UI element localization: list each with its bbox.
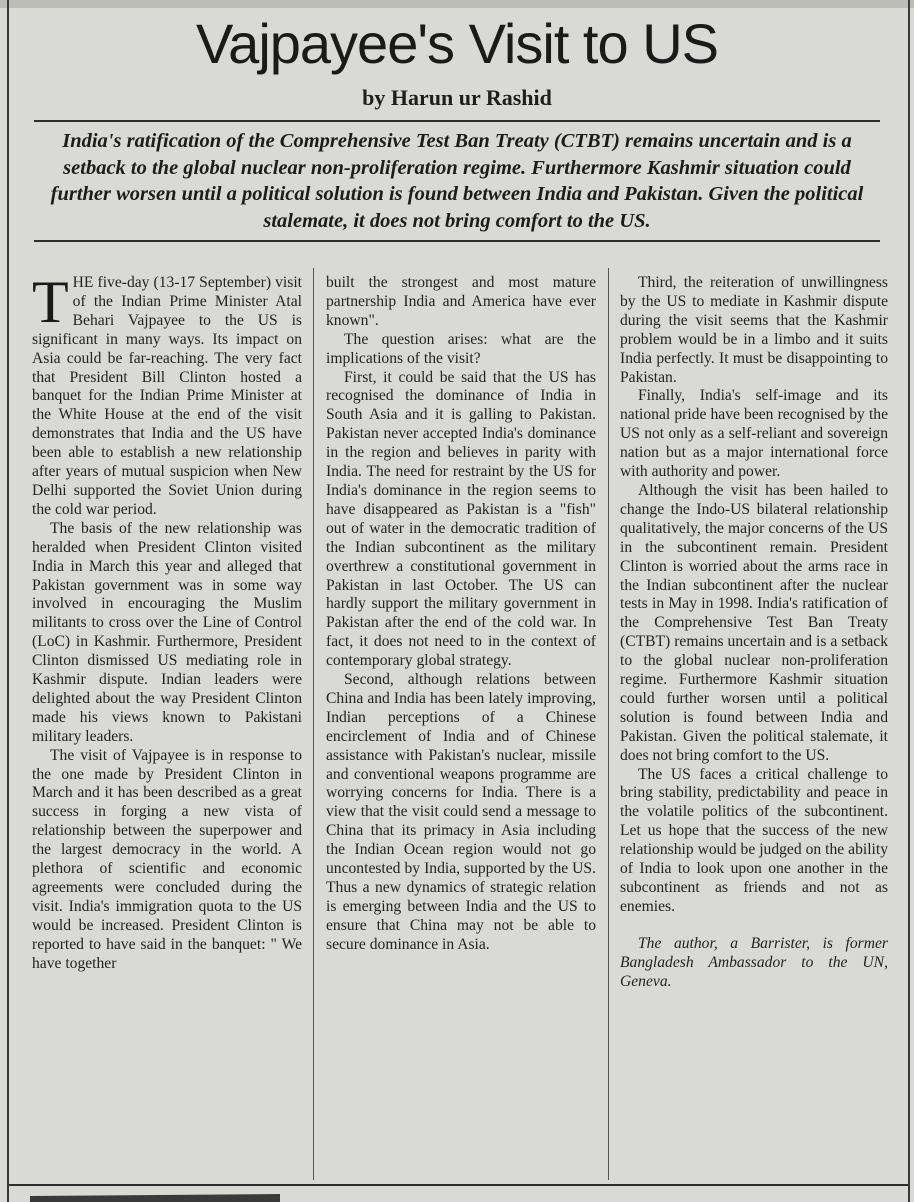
paragraph: Second, although relations between China and India has been lately improving, Indian perceptions of a Chinese encirclement of India and of Chinese assistance with Pakistan's nuclear, missile and conventional weapons programme are worrying concerns for India. There is a view that the visit could send a message to China that its primacy in Asia including the Indian Ocean region would not go uncontested by India, supported by the US. Thus a new dynamics of strategic relation is emerging between India and the US to ensure that China may not be able to secure dominance in Asia.: [326, 671, 596, 953]
drop-cap: T: [32, 269, 69, 335]
article-column-3: [620, 274, 888, 992]
byline: by Harun ur Rashid: [362, 85, 552, 110]
paragraph-text: HE five-day (13-17 September) visit of the Indian Prime Minister Atal Behari Vajpayee to the US is significant in many ways. Its impact on Asia could be far-reaching. The very fact that President Bill Clinton hosted a banquet for the Indian Prime Minister at the White House at the end of the visit demonstrates that India and the US have been able to establish a new relationship after years of mutual suspicion when New Delhi supported the Soviet Union during the cold war period.: [32, 274, 302, 518]
article-column-2: [326, 274, 596, 955]
paragraph: Third, the reiteration of unwillingness by the US to mediate in Kashmir dispute during the visit seems that the Kashmir problem would be in a limbo and it suits India perfectly. It must be disappointing to Pakistan.: [620, 274, 888, 386]
column-rule: [608, 268, 609, 1180]
left-border-rule: [7, 0, 9, 1202]
paragraph: The visit of Vajpayee is in response to the one made by President Clinton in March and it has been described as a great success in forging a new vista of relationship between the superpower and the largest democracy in the world. A plethora of scientific and economic agreements were concluded during the visit. India's immigration quota to the US would be increased. President Clinton is reported to have said in the banquet: " We have together: [32, 746, 302, 972]
paragraph: First, it could be said that the US has recognised the dominance of India in South Asia and it is galling to Pakistan. Pakistan never accepted India's dominance in the region and believes in parity with India. The need for restraint by the US for India's dominance in the region seems to have disappeared as Pakistan is a "fish" out of water in the democratic tradition of the Indian subcontinent as the military overthrew a constitutional government in Pakistan in last October. The US can hardly support the military government in Pakistan after the end of the cold war. In fact, it does not need to in the context of contemporary global strategy.: [326, 368, 596, 670]
author-note: The author, a Barrister, is former Bangladesh Ambassador to the UN, Geneva.: [620, 934, 888, 990]
paragraph: [32, 269, 302, 520]
paragraph: Finally, India's self-image and its national pride have been recognised by the US not only as a self-reliant and sovereign nation but as a major international force with authority and power.: [620, 387, 888, 481]
standfirst: India's ratification of the Comprehensive Test Ban Treaty (CTBT) remains uncertain and is a setback to the global nuclear non-proliferation regime. Furthermore Kashmir situation could further worsen until a political solution is found between India and Pakistan. Given the political stalemate, it does not bring comfort to the US.: [34, 120, 880, 242]
paragraph: The US faces a critical challenge to bring stability, predictability and peace in the volatile politics of the subcontinent. Let us hope that the success of the new relationship would be judged on the ability of India to look upon one another in the subcontinent as friends and not as enemies.: [620, 765, 888, 915]
paragraph: Although the visit has been hailed to change the Indo-US bilateral relationship qualitatively, the major concerns of the US in the subcontinent remain. President Clinton is worried about the arms race in the Indian subcontinent after the nuclear tests in May in 1998. India's ratification of the Comprehensive Test Ban Treaty (CTBT) remains uncertain and is a setback to the global nuclear non-proliferation regime. Furthermore Kashmir situation could further worsen until a political solution is found between India and Pakistan. Given the political stalemate, it does not bring comfort to the US.: [620, 481, 888, 764]
right-border-rule: [908, 0, 910, 1202]
paragraph: The basis of the new relationship was heralded when President Clinton visited India in March this year and alleged that Pakistan government was in some way involved in encouraging the Muslim militants to cross over the Line of Control (LoC) in Kashmir. Furthermore, President Clinton dismissed US mediating role in Kashmir dispute. Indian leaders were delighted about the way President Clinton made his views known to Pakistani military leaders.: [32, 519, 302, 745]
paragraph: The question arises: what are the implications of the visit?: [326, 330, 596, 367]
column-rule: [313, 268, 314, 1180]
next-article-fragment: [30, 1192, 280, 1202]
article-column-1: [32, 269, 302, 974]
bottom-border-rule: [9, 1184, 908, 1186]
top-page-edge: [0, 0, 914, 8]
paragraph: built the strongest and most mature partnership India and America have ever known".: [326, 274, 596, 329]
headline: Vajpayee's Visit to US: [195, 12, 718, 75]
